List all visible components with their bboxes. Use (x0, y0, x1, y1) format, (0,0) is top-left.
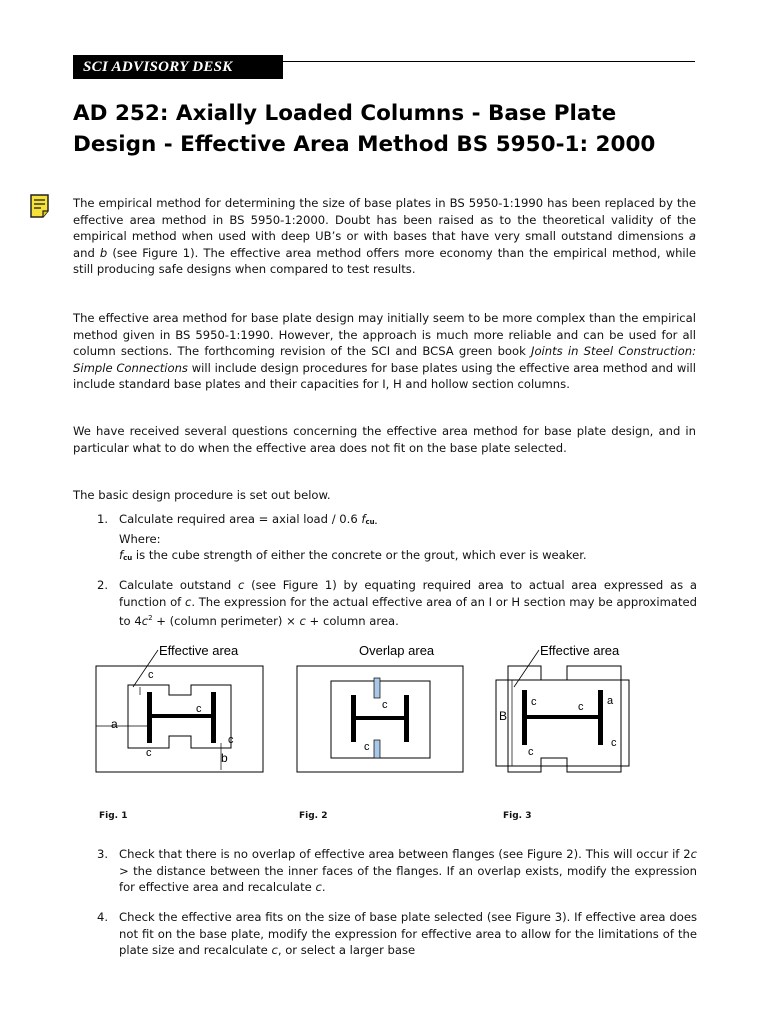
step-2: 2. Calculate outstand c (see Figure 1) by equating required area to actual area expressed as a function of c. The expression for the actual effective area of an I or H section may be approximated to $4c^2$ + (column perimeter) × c + column area. (97, 578, 698, 629)
fig1-caption: Effective area (159, 643, 239, 658)
fig3-label: Fig. 3 (503, 811, 532, 821)
fig2-overlap-top (374, 678, 380, 698)
svg-text:a: a (111, 717, 118, 731)
fig2-web (354, 716, 406, 720)
svg-text:c: c (146, 747, 152, 759)
fig2-label: Fig. 2 (299, 811, 328, 821)
fig2-caption: Overlap area (359, 643, 435, 658)
step-1: 1. Calculate required area = axial load / 0.6 $f_{cu.}$ Where: $f_{cu}$ is the cube strength of either the concrete or the grout, which ever is weaker. (97, 512, 587, 563)
step-3: 3. Check that there is no overlap of effective area between flanges (see Figure 2). This will occur if 2c > the distance between the inner faces of the flanges. If an overlap exists, modify the expression for effective area and recalculate c. (97, 847, 697, 895)
svg-text:c: c (228, 734, 234, 746)
fig1-base-plate (96, 666, 263, 772)
header-rule (283, 61, 695, 62)
note-icon (29, 193, 51, 219)
paragraph-4: The basic design procedure is set out below. (73, 488, 331, 502)
title-line-1: AD 252: Axially Loaded Columns - Base Plate (73, 101, 617, 126)
svg-text:c: c (382, 699, 388, 711)
svg-text:b: b (221, 751, 228, 765)
page-title (73, 98, 713, 160)
svg-text:c: c (611, 737, 617, 749)
svg-text:a: a (607, 695, 614, 707)
fig3-web (525, 715, 600, 719)
fig1-web (150, 714, 213, 718)
advisory-desk-banner (73, 55, 283, 79)
paragraph-2: The effective area method for base plate design may initially seem to be more complex than the empirical method given in BS 5950-1:1990. However, the approach is much more reliable and can be used for all column sections. The forthcoming revision of the SCI and BCSA green book Joints in Steel Construction: Simple Connections will include design procedures for base plates using the effective area method and will include standard base plates and their capacities for I, H and hollow section columns. (73, 311, 696, 392)
banner-label: SCI ADVISORY DESK (83, 59, 233, 75)
svg-text:c: c (196, 703, 202, 715)
step-4: 4. Check the effective area fits on the size of base plate selected (see Figure 3). If effective area does not fit on the base plate, modify the expression for effective area to allow for the limitations of the plate size and recalculate c, or select a larger base (97, 910, 697, 958)
fig1-leader (133, 650, 158, 687)
title-line-2: Design - Effective Area Method BS 5950-1: 2000 (73, 132, 656, 157)
paragraph-1: The empirical method for determining the size of base plates in BS 5950-1:1990 has been replaced by the effective area method in BS 5950-1:2000. Doubt has been raised as to the theoretical validity of the empirical method when used with deep UB’s or with bases that have very small outstand dimensions a and b (see Figure 1). The effective area method offers more economy than the empirical method, while still producing safe designs when compared to test results. (73, 196, 697, 277)
fig3-caption: Effective area (540, 643, 620, 658)
figure-2 (297, 643, 463, 772)
figures-diagram (88, 640, 648, 780)
fig3-base-plate (496, 680, 629, 766)
paragraph-3: We have received several questions concerning the effective area method for base plate design, and in particular what to do when the effective area does not fit on the base plate selected. (73, 424, 696, 455)
svg-text:c: c (528, 746, 534, 758)
fig2-overlap-bottom (374, 740, 380, 758)
figure-1 (96, 643, 263, 772)
svg-text:c: c (148, 669, 154, 681)
svg-text:c: c (364, 741, 370, 753)
fig1-label: Fig. 1 (99, 811, 128, 821)
svg-text:c: c (531, 696, 537, 708)
svg-text:B: B (499, 709, 508, 723)
figure-3 (496, 643, 629, 772)
svg-text:c: c (578, 701, 584, 713)
